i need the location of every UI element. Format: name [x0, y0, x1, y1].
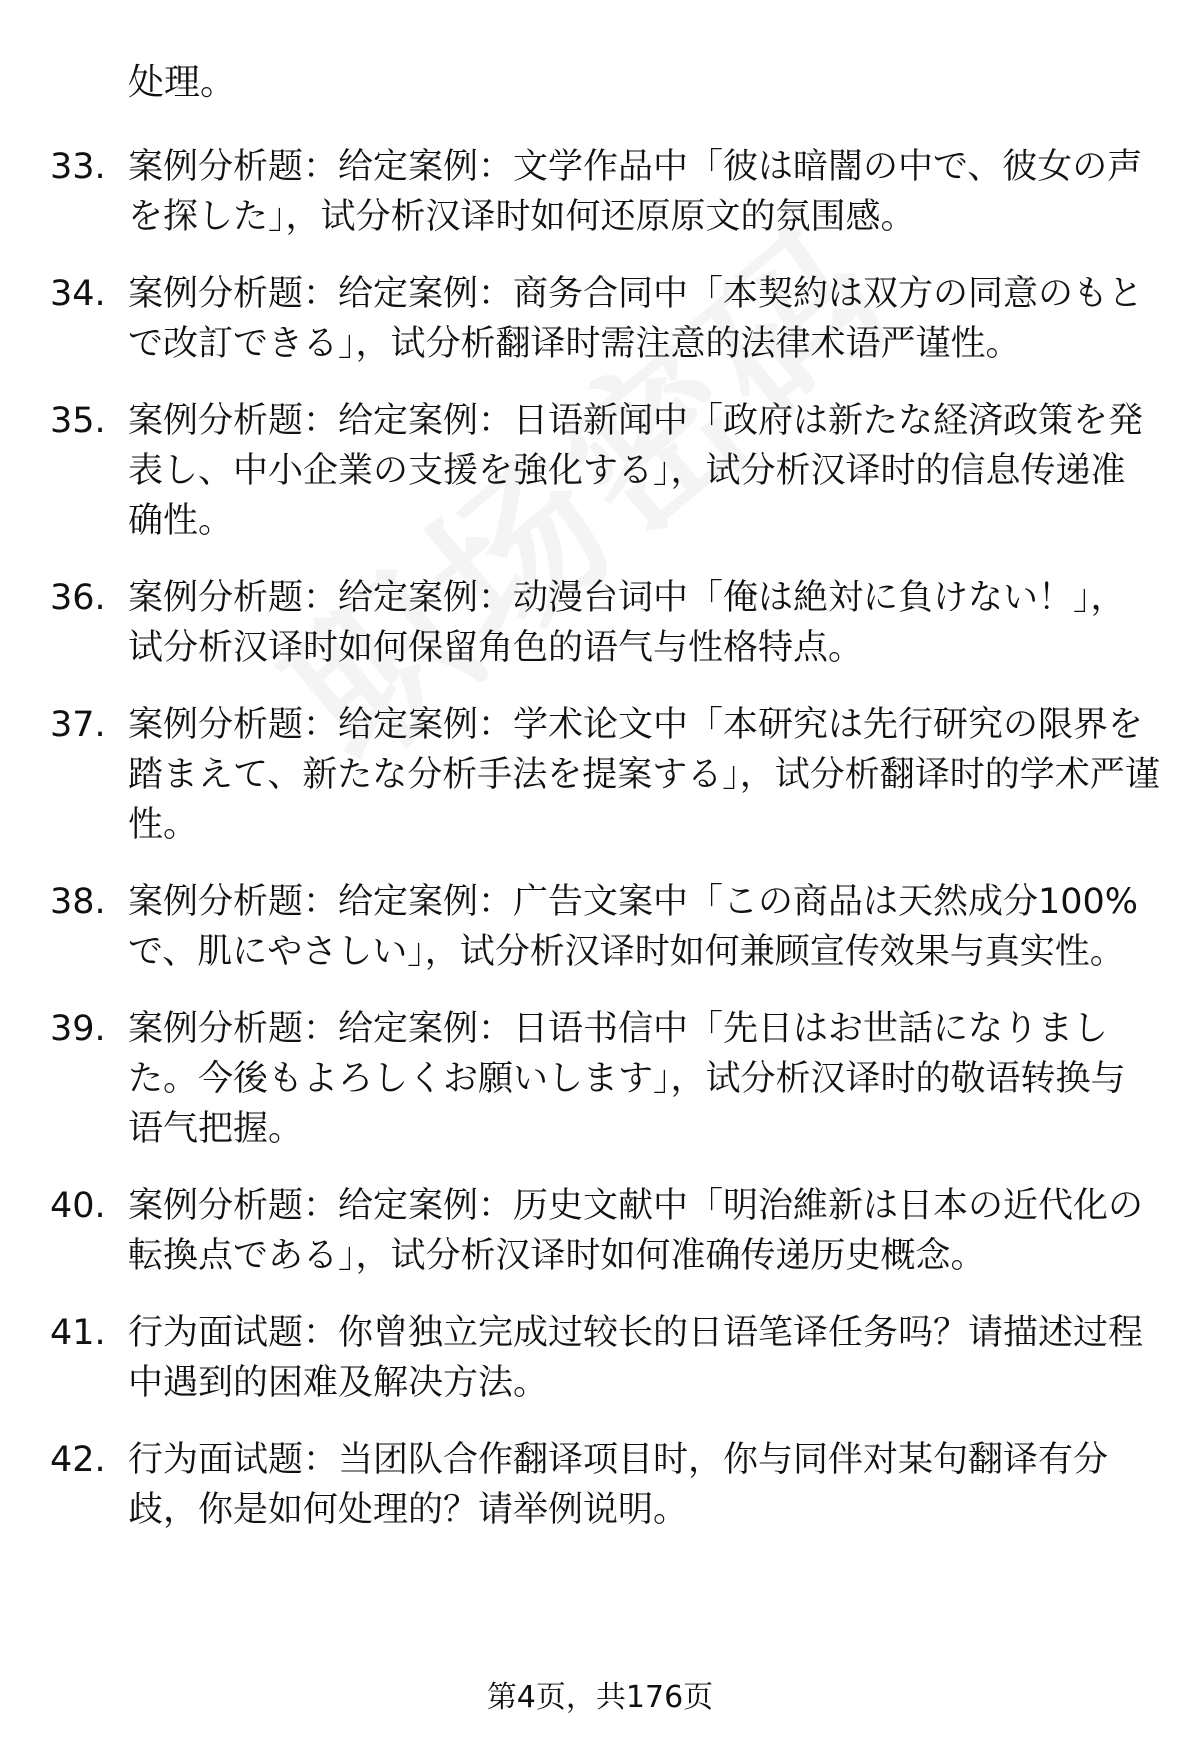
question-text: 案例分析题：给定案例：动漫台词中「俺は絶対に負けない！」，试分析汉译时如何保留角色的语气与性格特点。 — [128, 578, 1126, 668]
question-number: 33. — [50, 147, 106, 187]
continuation-text: 处理。 — [128, 62, 237, 103]
question-number: 41. — [50, 1313, 106, 1353]
question-number: 42. — [50, 1440, 106, 1480]
question-text: 案例分析题：给定案例：广告文案中「この商品は天然成分100%で、肌にやさしい」，试分析汉译时如何兼顾宣传效果与真实性。 — [128, 882, 1139, 972]
question-item-33 — [50, 142, 1160, 242]
page-footer: 第4页，共176页 — [486, 1680, 714, 1715]
question-number: 36. — [50, 578, 106, 618]
question-text: 案例分析题：给定案例：文学作品中「彼は暗闇の中で、彼女の声を探した」，试分析汉译时如何还原原文的氛围感。 — [128, 147, 1143, 237]
question-number: 40. — [50, 1186, 106, 1226]
question-item-39 — [50, 1004, 1160, 1154]
question-item-40 — [50, 1181, 1160, 1281]
question-item-35 — [50, 396, 1160, 546]
question-number: 35. — [50, 401, 106, 441]
question-number: 34. — [50, 274, 106, 314]
question-item-41 — [50, 1308, 1160, 1408]
question-number: 37. — [50, 705, 106, 745]
question-list — [50, 142, 1160, 1562]
question-number: 38. — [50, 882, 106, 922]
question-item-37 — [50, 700, 1160, 850]
question-number: 39. — [50, 1009, 106, 1049]
question-text: 行为面试题：当团队合作翻译项目时，你与同伴对某句翻译有分歧，你是如何处理的？请举例说明。 — [128, 1440, 1109, 1530]
question-text: 案例分析题：给定案例：历史文献中「明治維新は日本の近代化の転換点である」，试分析汉译时如何准确传递历史概念。 — [128, 1186, 1144, 1276]
question-item-34 — [50, 269, 1160, 369]
question-text: 案例分析题：给定案例：学术论文中「本研究は先行研究の限界を踏まえて、新たな分析手法を提案する」，试分析翻译时的学术严谨性。 — [128, 705, 1160, 845]
question-text: 行为面试题：你曾独立完成过较长的日语笔译任务吗？请描述过程中遇到的困难及解决方法。 — [128, 1313, 1144, 1403]
question-item-42 — [50, 1435, 1160, 1535]
question-item-38 — [50, 877, 1160, 977]
question-text: 案例分析题：给定案例：日语书信中「先日はお世話になりました。今後もよろしくお願いします」，试分析汉译时的敬语转换与语气把握。 — [128, 1009, 1126, 1149]
question-text: 案例分析题：给定案例：商务合同中「本契約は双方の同意のもとで改訂できる」，试分析翻译时需注意的法律术语严谨性。 — [128, 274, 1144, 364]
question-text: 案例分析题：给定案例：日语新闻中「政府は新たな経済政策を発表し、中小企業の支援を強化する」，试分析汉译时的信息传递准确性。 — [128, 401, 1144, 541]
question-item-36 — [50, 573, 1160, 673]
